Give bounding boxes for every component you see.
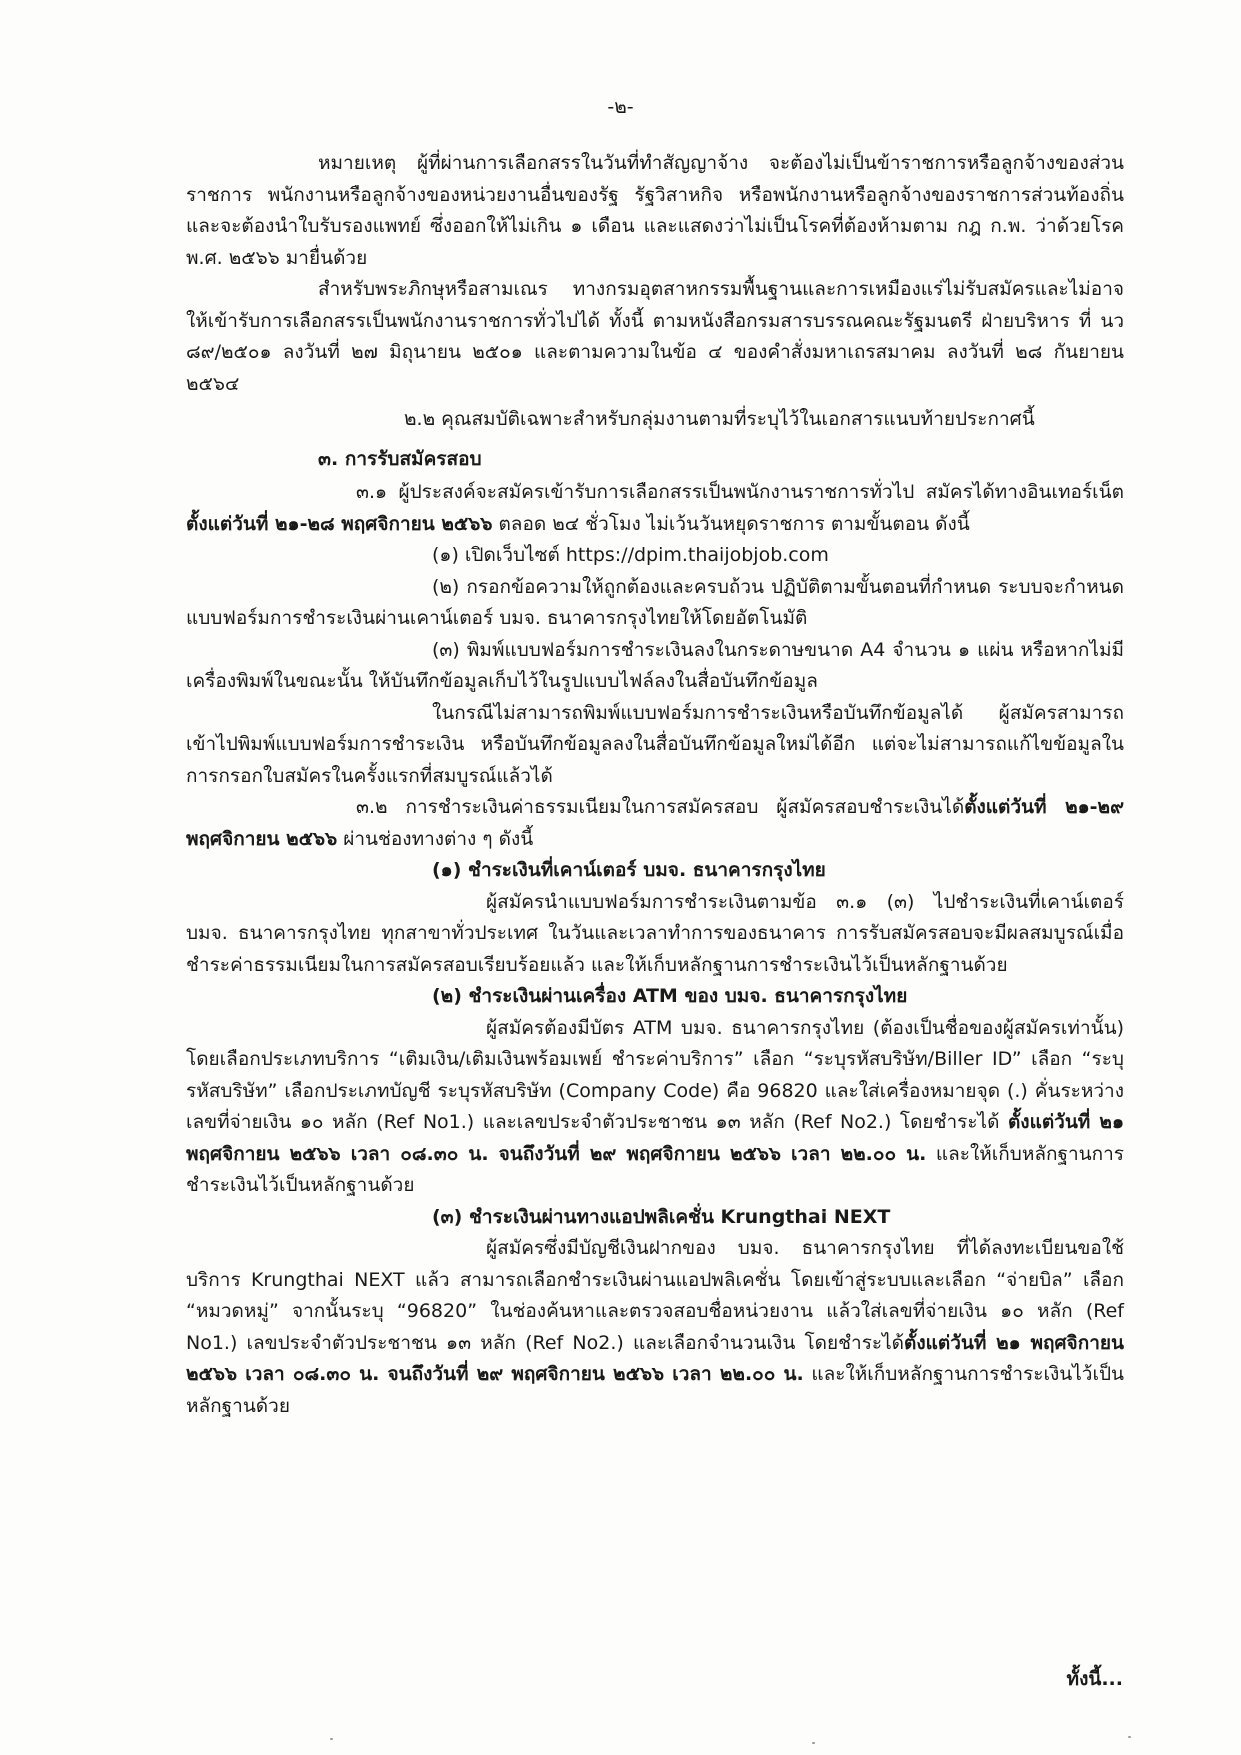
section-3-2-text-a: ๓.๒ การชำระเงินค่าธรรมเนียมในการสมัครสอบ ผู้สมัครสอบชำระเงินได้ bbox=[356, 796, 965, 818]
document-body bbox=[186, 148, 1124, 1422]
scan-speck bbox=[330, 1738, 333, 1740]
payment-2-heading: (๒) ชำระเงินผ่านเครื่อง ATM ของ บมจ. ธนาคารกรุงไทย bbox=[432, 985, 908, 1007]
payment-2-text bbox=[186, 1013, 1124, 1202]
note-text: ผู้ที่ผ่านการเลือกสรรในวันที่ทำสัญญาจ้าง จะต้องไม่เป็นข้าราชการหรือลูกจ้างของส่วนราชการ พนักงานหรือลูกจ้างของหน่วยงานอื่นของรัฐ รัฐวิสาหกิจ หรือพนักงานหรือลูกจ้างของราชการส่วนท้องถิ่น และจะต้องนำใบรับรองแพทย์ ซึ่งออกให้ไม่เกิน ๑ เดือน และแสดงว่าไม่เป็นโรคที่ต้องห้ามตาม กฎ ก.พ. ว่าด้วยโรค พ.ศ. ๒๕๖๖ มายื่นด้วย bbox=[186, 152, 1124, 269]
section-3-2-dates: ตั้งแต่วันที่ ๒๑-๒๙ พฤศจิกายน ๒๕๖๖ bbox=[186, 796, 1124, 850]
note-paragraph bbox=[186, 148, 1124, 274]
section-3-2 bbox=[186, 792, 1124, 855]
payment-3-text bbox=[186, 1233, 1124, 1422]
payment-3-text-b: และให้เก็บหลักฐานการชำระเงินไว้เป็นหลักฐานด้วย bbox=[186, 1363, 1124, 1417]
payment-2-dates: ตั้งแต่วันที่ ๒๑ พฤศจิกายน ๒๕๖๖ เวลา ๐๘.๓๐ น. จนถึงวันที่ ๒๙ พฤศจิกายน ๒๕๖๖ เวลา ๒๒.๐๐ น. bbox=[186, 1111, 1125, 1165]
section-2-2: ๒.๒ คุณสมบัติเฉพาะสำหรับกลุ่มงานตามที่ระบุไว้ในเอกสารแนบท้ายประกาศนี้ bbox=[404, 408, 1035, 430]
section-3-2-text-b: ผ่านช่องทางต่าง ๆ ดังนี้ bbox=[337, 827, 534, 850]
scan-speck bbox=[1128, 1736, 1131, 1738]
payment-3-text-a: ผู้สมัครซึ่งมีบัญชีเงินฝากของ บมจ. ธนาคารกรุงไทย ที่ได้ลงทะเบียนขอใช้บริการ Krungthai NEXT แล้ว สามารถเลือกชำระเงินผ่านแอปพลิเคชั่น โดยเข้าสู่ระบบและเลือก “จ่ายบิล” เลือก “หมวดหมู่” จากนั้นระบุ “96820” ในช่องค้นหาและตรวจสอบชื่อหน่วยงาน แล้วใส่เลขที่จ่ายเงิน ๑๐ หลัก (Ref No1.) เลขประจำตัวประชาชน ๑๓ หลัก (Ref No2.) และเลือกจำนวนเงิน โดยชำระได้ bbox=[186, 1237, 1124, 1354]
step-1: (๑) เปิดเว็บไซต์ https://dpim.thaijobjob.com bbox=[432, 544, 829, 566]
scan-speck bbox=[812, 1742, 815, 1744]
continuation-marker: ทั้งนี้... bbox=[1066, 1668, 1123, 1690]
section-3-heading: ๓. การรับสมัครสอบ bbox=[318, 447, 482, 470]
section-3-1-dates: ตั้งแต่วันที่ ๒๑-๒๘ พฤศจิกายน ๒๕๖๖ bbox=[186, 512, 493, 535]
step-3-note: ในกรณีไม่สามารถพิมพ์แบบฟอร์มการชำระเงินหรือบันทึกข้อมูลได้ ผู้สมัครสามารถเข้าไปพิมพ์แบบฟอร์มการชำระเงิน หรือบันทึกข้อมูลลงในสื่อบันทึกข้อมูลใหม่ได้อีก แต่จะไม่สามารถแก้ไขข้อมูลในการกรอกใบสมัครในครั้งแรกที่สมบูรณ์แล้วได้ bbox=[186, 701, 1124, 787]
payment-2-text-a: ผู้สมัครต้องมีบัตร ATM บมจ. ธนาคารกรุงไทย (ต้องเป็นชื่อของผู้สมัครเท่านั้น) โดยเลือกประเภทบริการ “เติมเงิน/เติมเงินพร้อมเพย์ ชำระค่าบริการ” เลือก “ระบุรหัสบริษัท/Biller ID” เลือก “ระบุรหัสบริษัท” เลือกประเภทบัญชี ระบุรหัสบริษัท (Company Code) คือ 96820 และใส่เครื่องหมายจุด (.) คั่นระหว่างเลขที่จ่ายเงิน ๑๐ หลัก (Ref No1.) และเลขประจำตัวประชาชน ๑๓ หลัก (Ref No2.) โดยชำระได้ bbox=[186, 1016, 1124, 1133]
payment-3-dates: ตั้งแต่วันที่ ๒๑ พฤศจิกายน ๒๕๖๖ เวลา ๐๘.๓๐ น. จนถึงวันที่ ๒๙ พฤศจิกายน ๒๕๖๖ เวลา ๒๒.๐๐ น. bbox=[186, 1331, 1124, 1385]
monk-paragraph: สำหรับพระภิกษุหรือสามเณร ทางกรมอุตสาหกรรมพื้นฐานและการเหมืองแร่ไม่รับสมัครและไม่อาจให้เข้ารับการเลือกสรรเป็นพนักงานราชการทั่วไปได้ ทั้งนี้ ตามหนังสือกรมสารบรรณคณะรัฐมนตรี ฝ่ายบริหาร ที่ นว ๘๙/๒๕๐๑ ลงวันที่ ๒๗ มิถุนายน ๒๕๐๑ และตามความในข้อ ๔ ของคำสั่งมหาเถรสมาคม ลงวันที่ ๒๘ กันยายน ๒๕๖๔ bbox=[186, 278, 1124, 395]
section-3-1-text-a: ๓.๑ ผู้ประสงค์จะสมัครเข้ารับการเลือกสรรเป็นพนักงานราชการทั่วไป สมัครได้ทางอินเทอร์เน็ต bbox=[356, 481, 1124, 503]
payment-1-text: ผู้สมัครนำแบบฟอร์มการชำระเงินตามข้อ ๓.๑ (๓) ไปชำระเงินที่เคาน์เตอร์ บมจ. ธนาคารกรุงไทย ทุกสาขาทั่วประเทศ ในวันและเวลาทำการของธนาคาร การรับสมัครสอบจะมีผลสมบูรณ์เมื่อชำระค่าธรรมเนียมในการสมัครสอบเรียบร้อยแล้ว และให้เก็บหลักฐานการชำระเงินไว้เป็นหลักฐานด้วย bbox=[186, 890, 1124, 976]
payment-2-text-b: และให้เก็บหลักฐานการชำระเงินไว้เป็นหลักฐานด้วย bbox=[186, 1142, 1125, 1196]
section-3-1-text-b: ตลอด ๒๔ ชั่วโมง ไม่เว้นวันหยุดราชการ ตามขั้นตอน ดังนี้ bbox=[492, 512, 970, 535]
payment-1-heading: (๑) ชำระเงินที่เคาน์เตอร์ บมจ. ธนาคารกรุงไทย bbox=[432, 859, 826, 881]
page-number: -๒- bbox=[607, 96, 634, 118]
section-3-1 bbox=[186, 477, 1124, 540]
payment-3-heading: (๓) ชำระเงินผ่านทางแอปพลิเคชั่น Krungthai NEXT bbox=[432, 1205, 891, 1228]
step-2: (๒) กรอกข้อความให้ถูกต้องและครบถ้วน ปฏิบัติตามขั้นตอนที่กำหนด ระบบจะกำหนดแบบฟอร์มการชำระเงินผ่านเคาน์เตอร์ บมจ. ธนาคารกรุงไทยให้โดยอัตโนมัติ bbox=[186, 575, 1124, 629]
step-3: (๓) พิมพ์แบบฟอร์มการชำระเงินลงในกระดาษขนาด A4 จำนวน ๑ แผ่น หรือหากไม่มีเครื่องพิมพ์ในขณะนั้น ให้บันทึกข้อมูลเก็บไว้ในรูปแบบไฟล์ลงในสื่อบันทึกข้อมูล bbox=[186, 638, 1124, 692]
note-label: หมายเหตุ bbox=[318, 152, 397, 174]
